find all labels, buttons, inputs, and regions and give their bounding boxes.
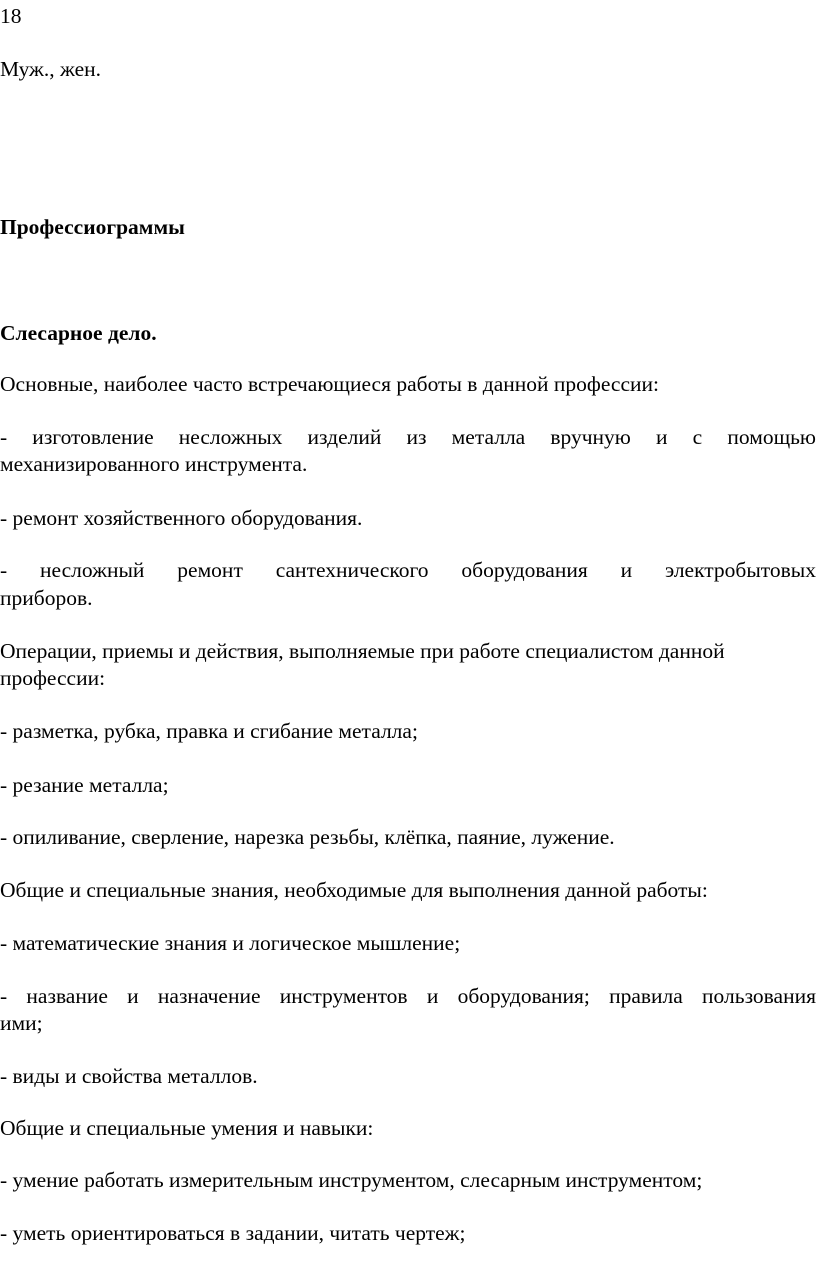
skills-item-2: - уметь ориентироваться в задании, читать чертеж; [0,1221,466,1245]
operations-item-3: - опиливание, сверление, нарезка резьбы, клёпка, паяние, лужение. [0,825,615,849]
skills-heading: Общие и специальные умения и навыки: [0,1116,374,1140]
profession-title: Слесарное дело. [0,321,157,345]
gender-label: Муж., жен. [0,57,102,81]
works-heading: Основные, наиболее часто встречающиеся работы в данной профессии: [0,372,660,396]
operations-heading-line2: профессии: [0,666,106,690]
works-item-2: - ремонт хозяйственного оборудования. [0,506,363,530]
operations-heading-line1: Операции, приемы и действия, выполняемые при работе специалистом данной [0,639,725,663]
knowledge-item-2-line2: ими; [0,1011,43,1035]
operations-item-1: - разметка, рубка, правка и сгибание металла; [0,719,418,743]
works-item-1-line1: - изготовление несложных изделий из металла вручную и с помощью [0,425,816,449]
operations-item-2: - резание металла; [0,773,169,797]
section-title: Профессиограммы [0,215,185,239]
knowledge-item-3: - виды и свойства металлов. [0,1064,258,1088]
page-number: 18 [0,4,22,28]
works-item-3-line2: приборов. [0,586,93,610]
knowledge-item-2-line1: - название и назначение инструментов и оборудования; правила пользования [0,984,816,1008]
works-item-1-line2: механизированного инструмента. [0,452,308,476]
skills-item-1: - умение работать измерительным инструментом, слесарным инструментом; [0,1168,703,1192]
knowledge-item-1: - математические знания и логическое мышление; [0,931,461,955]
works-item-3-line1: - несложный ремонт сантехнического оборудования и электробытовых [0,558,816,582]
knowledge-heading: Общие и специальные знания, необходимые для выполнения данной работы: [0,878,708,902]
